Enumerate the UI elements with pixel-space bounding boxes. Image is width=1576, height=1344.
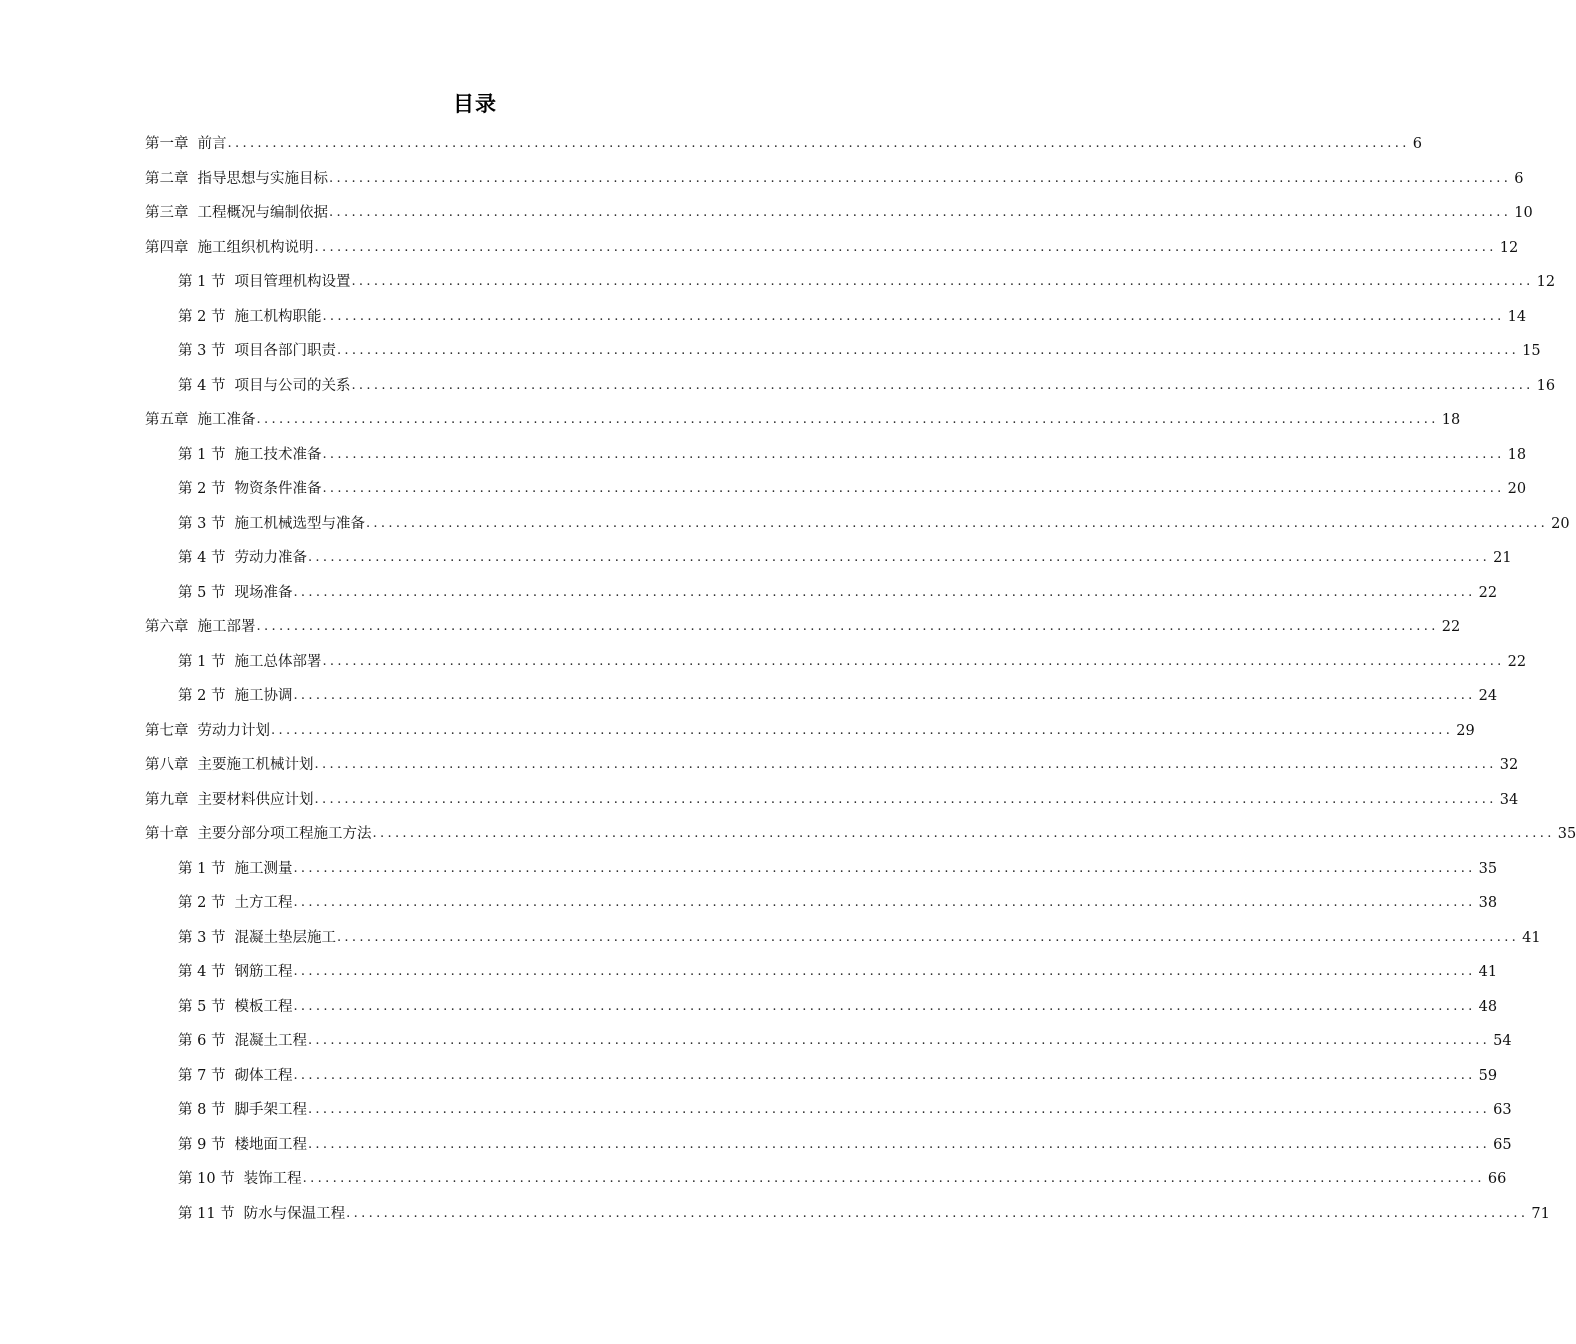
toc-dot-leader: .............................................................................................................................................................. bbox=[346, 1205, 1529, 1221]
toc-section-entry[interactable] bbox=[178, 892, 1498, 914]
toc-entry-number: 第 1 节 bbox=[178, 860, 226, 877]
toc-page-number: 12 bbox=[1536, 274, 1556, 290]
toc-dot-leader: .............................................................................................................................................................. bbox=[293, 688, 1476, 703]
toc-entry-title: 项目与公司的关系 bbox=[234, 377, 351, 394]
toc-entry-number: 第 3 节 bbox=[178, 515, 226, 532]
toc-page-number: 16 bbox=[1536, 377, 1556, 394]
toc-dot-leader: .............................................................................................................................................................. bbox=[307, 550, 1491, 565]
toc-dot-leader: .............................................................................................................................................................. bbox=[372, 826, 1555, 841]
toc-dot-leader: .............................................................................................................................................................. bbox=[314, 239, 1497, 255]
toc-entry-number: 第 9 节 bbox=[178, 1136, 226, 1153]
toc-chapter-entry[interactable] bbox=[145, 168, 1524, 190]
toc-entry-title: 施工机械选型与准备 bbox=[234, 515, 365, 532]
toc-section-entry[interactable] bbox=[178, 340, 1541, 362]
toc-section-entry[interactable] bbox=[178, 1168, 1507, 1190]
toc-chapter-entry[interactable] bbox=[145, 789, 1519, 811]
toc-dot-leader: .............................................................................................................................................................. bbox=[293, 895, 1476, 910]
toc-chapter-entry[interactable] bbox=[145, 823, 1576, 845]
toc-dot-leader: .............................................................................................................................................................. bbox=[293, 998, 1476, 1014]
toc-entry-title: 土方工程 bbox=[234, 895, 293, 911]
toc-dot-leader: .............................................................................................................................................................. bbox=[322, 653, 1505, 669]
toc-page-number: 20 bbox=[1551, 515, 1570, 532]
toc-entry-number: 第 3 节 bbox=[178, 343, 226, 359]
toc-entry-title: 前言 bbox=[197, 136, 227, 152]
toc-entry-title: 混凝土工程 bbox=[234, 1033, 307, 1049]
toc-page-number: 6 bbox=[1412, 136, 1422, 152]
toc-section-entry[interactable] bbox=[178, 306, 1527, 328]
toc-dot-leader: .............................................................................................................................................................. bbox=[307, 1136, 1491, 1152]
toc-entry-number: 第一章 bbox=[145, 136, 189, 152]
toc-entry-number: 第 2 节 bbox=[178, 688, 226, 704]
toc-entry-title: 工程概况与编制依据 bbox=[197, 205, 328, 221]
toc-section-entry[interactable] bbox=[178, 651, 1527, 673]
toc-section-entry[interactable] bbox=[178, 478, 1527, 500]
toc-page-number: 66 bbox=[1487, 1171, 1507, 1187]
toc-page-number: 35 bbox=[1478, 860, 1498, 877]
toc-entry-number: 第八章 bbox=[145, 757, 189, 773]
toc-dot-leader: .............................................................................................................................................................. bbox=[293, 860, 1476, 876]
toc-page-number: 15 bbox=[1522, 343, 1541, 359]
toc-dot-leader: .............................................................................................................................................................. bbox=[329, 205, 1512, 220]
toc-section-entry[interactable] bbox=[178, 685, 1498, 707]
toc-section-entry[interactable] bbox=[178, 927, 1541, 949]
toc-entry-number: 第 5 节 bbox=[178, 998, 226, 1015]
toc-section-entry[interactable] bbox=[178, 1203, 1550, 1225]
toc-dot-leader: .............................................................................................................................................................. bbox=[351, 377, 1534, 393]
toc-entry-title: 施工部署 bbox=[197, 619, 256, 635]
toc-chapter-entry[interactable] bbox=[145, 720, 1475, 742]
toc-page-number: 35 bbox=[1557, 826, 1576, 842]
toc-page-number: 12 bbox=[1499, 239, 1519, 256]
toc-dot-leader: .............................................................................................................................................................. bbox=[302, 1171, 1485, 1186]
toc-entry-title: 劳动力准备 bbox=[234, 550, 307, 566]
toc-entry-number: 第 2 节 bbox=[178, 308, 226, 325]
toc-entry-title: 砌体工程 bbox=[234, 1067, 293, 1084]
toc-page-number: 22 bbox=[1478, 584, 1498, 601]
toc-page-number: 65 bbox=[1493, 1136, 1512, 1153]
toc-entry-title: 施工组织机构说明 bbox=[197, 239, 314, 256]
toc-page-number: 22 bbox=[1507, 653, 1527, 670]
toc-section-entry[interactable] bbox=[178, 444, 1527, 466]
toc-entry-number: 第十章 bbox=[145, 826, 189, 842]
toc-chapter-entry[interactable] bbox=[145, 754, 1519, 776]
toc-page-number: 21 bbox=[1493, 550, 1512, 566]
toc-dot-leader: .............................................................................................................................................................. bbox=[307, 1033, 1491, 1048]
toc-section-entry[interactable] bbox=[178, 375, 1556, 397]
toc-dot-leader: .............................................................................................................................................................. bbox=[293, 584, 1476, 600]
toc-section-entry[interactable] bbox=[178, 1065, 1498, 1087]
toc-entry-number: 第 5 节 bbox=[178, 584, 226, 601]
toc-entry-title: 模板工程 bbox=[234, 998, 293, 1015]
toc-chapter-entry[interactable] bbox=[145, 202, 1533, 224]
toc-entry-title: 主要材料供应计划 bbox=[197, 791, 314, 808]
toc-dot-leader: .............................................................................................................................................................. bbox=[322, 481, 1505, 496]
toc-entry-title: 装饰工程 bbox=[243, 1171, 302, 1187]
toc-entry-number: 第 4 节 bbox=[178, 550, 226, 566]
toc-entry-title: 指导思想与实施目标 bbox=[197, 170, 328, 187]
toc-entry-number: 第九章 bbox=[145, 791, 189, 808]
toc-entry-number: 第 2 节 bbox=[178, 895, 226, 911]
toc-section-entry[interactable] bbox=[178, 1030, 1512, 1052]
toc-page-number: 22 bbox=[1441, 619, 1461, 635]
toc-entry-number: 第二章 bbox=[145, 170, 189, 187]
toc-entry-number: 第 8 节 bbox=[178, 1102, 226, 1118]
toc-chapter-entry[interactable] bbox=[145, 237, 1519, 259]
toc-entry-number: 第 6 节 bbox=[178, 1033, 226, 1049]
toc-dot-leader: .............................................................................................................................................................. bbox=[322, 446, 1505, 462]
toc-entry-number: 第三章 bbox=[145, 205, 189, 221]
toc-entry-title: 物资条件准备 bbox=[234, 481, 322, 497]
toc-dot-leader: .............................................................................................................................................................. bbox=[329, 170, 1512, 186]
toc-page-number: 34 bbox=[1499, 791, 1519, 808]
toc-section-entry[interactable] bbox=[178, 961, 1498, 983]
toc-entry-number: 第 1 节 bbox=[178, 653, 226, 670]
toc-dot-leader: .............................................................................................................................................................. bbox=[227, 136, 1410, 151]
toc-page-number: 20 bbox=[1507, 481, 1527, 497]
toc-dot-leader: .............................................................................................................................................................. bbox=[365, 515, 1549, 531]
toc-page-number: 71 bbox=[1531, 1205, 1550, 1222]
toc-entry-number: 第六章 bbox=[145, 619, 189, 635]
toc-entry-number: 第 1 节 bbox=[178, 446, 226, 463]
toc-dot-leader: .............................................................................................................................................................. bbox=[336, 929, 1520, 945]
toc-entry-title: 施工准备 bbox=[197, 412, 256, 428]
toc-section-entry[interactable] bbox=[178, 582, 1498, 604]
toc-section-entry[interactable] bbox=[178, 858, 1498, 880]
toc-entry-title: 脚手架工程 bbox=[234, 1102, 307, 1118]
toc-entry-title: 施工协调 bbox=[234, 688, 293, 704]
toc-dot-leader: .............................................................................................................................................................. bbox=[351, 274, 1534, 289]
toc-entry-title: 混凝土垫层施工 bbox=[234, 929, 336, 946]
toc-page-number: 59 bbox=[1478, 1067, 1498, 1084]
toc-entry-number: 第 11 节 bbox=[178, 1205, 235, 1222]
toc-dot-leader: .............................................................................................................................................................. bbox=[314, 791, 1497, 807]
toc-entry-title: 劳动力计划 bbox=[197, 722, 270, 739]
toc-title: 目录 bbox=[453, 92, 497, 116]
toc-section-entry[interactable] bbox=[178, 513, 1570, 535]
toc-page-number: 24 bbox=[1478, 688, 1498, 704]
toc-page-number: 29 bbox=[1456, 722, 1475, 739]
toc-page-number: 63 bbox=[1493, 1102, 1512, 1118]
toc-chapter-entry[interactable] bbox=[145, 616, 1461, 638]
toc-entry-number: 第 10 节 bbox=[178, 1171, 235, 1187]
toc-entry-title: 钢筋工程 bbox=[234, 964, 293, 980]
toc-chapter-entry[interactable] bbox=[145, 409, 1461, 431]
toc-entry-number: 第 1 节 bbox=[178, 274, 226, 290]
toc-entry-title: 项目各部门职责 bbox=[234, 343, 336, 359]
toc-entry-title: 现场准备 bbox=[234, 584, 293, 601]
toc-dot-leader: .............................................................................................................................................................. bbox=[336, 343, 1520, 358]
toc-entry-number: 第七章 bbox=[145, 722, 189, 739]
toc-dot-leader: .............................................................................................................................................................. bbox=[271, 722, 1454, 738]
toc-dot-leader: .............................................................................................................................................................. bbox=[256, 412, 1439, 427]
toc-entry-number: 第 3 节 bbox=[178, 929, 226, 946]
toc-page-number: 41 bbox=[1478, 964, 1498, 980]
toc-entry-title: 施工总体部署 bbox=[234, 653, 322, 670]
toc-page-number: 14 bbox=[1507, 308, 1527, 325]
toc-section-entry[interactable] bbox=[178, 1099, 1512, 1121]
toc-page-number: 18 bbox=[1507, 446, 1527, 463]
toc-entry-title: 施工测量 bbox=[234, 860, 293, 877]
toc-section-entry[interactable] bbox=[178, 1134, 1512, 1156]
toc-page-number: 32 bbox=[1499, 757, 1519, 773]
toc-dot-leader: .............................................................................................................................................................. bbox=[256, 619, 1439, 634]
toc-dot-leader: .............................................................................................................................................................. bbox=[307, 1102, 1491, 1117]
toc-entry-title: 防水与保温工程 bbox=[243, 1205, 346, 1222]
toc-dot-leader: .............................................................................................................................................................. bbox=[314, 757, 1497, 772]
toc-section-entry[interactable] bbox=[178, 996, 1498, 1018]
toc-entry-title: 主要施工机械计划 bbox=[197, 757, 314, 773]
toc-dot-leader: .............................................................................................................................................................. bbox=[293, 964, 1476, 979]
toc-entry-number: 第 7 节 bbox=[178, 1067, 226, 1084]
toc-page-number: 18 bbox=[1441, 412, 1461, 428]
toc-entry-title: 施工机构职能 bbox=[234, 308, 322, 325]
toc-entry-number: 第 2 节 bbox=[178, 481, 226, 497]
toc-entry-title: 主要分部分项工程施工方法 bbox=[197, 826, 372, 842]
toc-entry-title: 施工技术准备 bbox=[234, 446, 322, 463]
toc-dot-leader: .............................................................................................................................................................. bbox=[322, 308, 1505, 324]
toc-entry-number: 第 4 节 bbox=[178, 377, 226, 394]
toc-page-number: 38 bbox=[1478, 895, 1498, 911]
toc-entry-title: 项目管理机构设置 bbox=[234, 274, 351, 290]
toc-section-entry[interactable] bbox=[178, 547, 1512, 569]
toc-page-number: 54 bbox=[1493, 1033, 1512, 1049]
toc-chapter-entry[interactable] bbox=[145, 133, 1422, 155]
toc-entry-number: 第五章 bbox=[145, 412, 189, 428]
toc-page-number: 41 bbox=[1522, 929, 1541, 946]
toc-page-number: 10 bbox=[1514, 205, 1533, 221]
toc-section-entry[interactable] bbox=[178, 271, 1556, 293]
toc-dot-leader: .............................................................................................................................................................. bbox=[293, 1067, 1476, 1083]
toc-entry-number: 第四章 bbox=[145, 239, 189, 256]
toc-entry-number: 第 4 节 bbox=[178, 964, 226, 980]
toc-page-number: 6 bbox=[1514, 170, 1524, 187]
toc-page-number: 48 bbox=[1478, 998, 1498, 1015]
toc-entry-title: 楼地面工程 bbox=[234, 1136, 307, 1153]
